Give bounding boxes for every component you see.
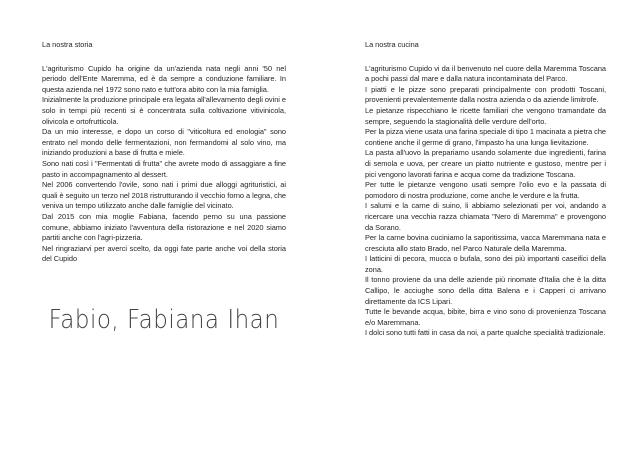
left-paragraph-2: Inizialmente la produzione principale era legata all'allevamento degli ovini e solo in tempi più recenti si è concentrata sulla coltivazione vitivinicola, olivicola e ortofrutticola. xyxy=(42,95,286,126)
right-paragraph-2: I piatti e le pizze sono preparati principalmente con prodotti Toscani, provenienti prevalentemente dalla nostra azienda o da aziende limitrofe. xyxy=(365,84,606,105)
signature-block xyxy=(42,305,286,335)
right-paragraph-10: Il tonno proviene da una delle aziende più rinomate d'Italia che è la ditta Callipo, le acciughe sono della ditta Balena e i Capperi ci arrivano direttamente da ICS Lipari. xyxy=(365,275,606,306)
left-column xyxy=(42,40,286,265)
left-paragraph-3: Da un mio interesse, e dopo un corso di "viticoltura ed enologia" sono entrato nel mondo delle fermentazioni, non fermandomi al solo vino, ma iniziando produzioni a base di frutta e miele. xyxy=(42,127,286,158)
right-paragraph-3: Le pietanze rispecchiano le ricette familiari che vengono tramandate da sempre, seguendo la stagionalità delle verdure dell'orto. xyxy=(365,105,606,126)
right-paragraph-11: Tutte le bevande acqua, bibite, birra e vino sono di provenienza Toscana e/o Maremmana. xyxy=(365,307,606,327)
left-paragraph-4: Sono nati così i "Fermentati di frutta" che avrete modo di assaggiare a fine pasto in accompagnamento al dessert. xyxy=(42,158,286,179)
left-column-heading: La nostra storia xyxy=(42,40,93,49)
left-paragraph-1: L'agriturismo Cupido ha origine da un'azienda nata negli anni '50 nel periodo dell'Ente Maremma, ed è da sempre a conduzione familiare. In questa azienda nel 1972 sono nato e tutt'ora abito con la mia famiglia. xyxy=(42,63,286,94)
left-paragraph-7: Nel ringraziarvi per averci scelto, da oggi fate parte anche voi della storia del Cupido xyxy=(42,243,286,264)
right-paragraph-7: I salumi e la carne di suino, li abbiamo selezionati per voi, andando a ricercare una vecchia razza chiamata "Nero di Maremma" e provengono da Sorano. xyxy=(365,201,606,232)
handwritten-signature: Fabio, Fabiana Ihan xyxy=(48,305,280,335)
right-column-heading: La nostra cucina xyxy=(365,40,419,49)
right-paragraph-4: Per la pizza viene usata una farina speciale di tipo 1 macinata a pietra che contiene anche il germe di grano, l'impasto ha una lunga lievitazione. xyxy=(365,127,606,147)
right-paragraph-9: I latticini di pecora, mucca o bufala, sono dei più importanti caseifici della zona. xyxy=(365,254,606,274)
right-paragraph-5: La pasta all'uovo la prepariamo usando solamente due ingredienti, farina di semola e uova, per creare un piatto nutriente e gustoso, mentre per i pici vengono lavorati farina e acqua come da tradizione Toscana. xyxy=(365,148,606,179)
left-paragraph-6: Dal 2015 con mia moglie Fabiana, facendo perno su una passione comune, abbiamo iniziato l'avventura della ristorazione e nel 2020 siamo partiti anche con l'agri-pizzeria. xyxy=(42,211,286,243)
right-paragraph-1: L'agriturismo Cupido vi da il benvenuto nel cuore della Maremma Toscana a pochi passi dal mare e dalla natura incontaminata del Parco. xyxy=(365,63,606,84)
right-paragraph-12: I dolci sono tutti fatti in casa da noi, a parte qualche specialità tradizionale. xyxy=(365,328,606,338)
right-paragraph-6: Per tutte le pietanze vengono usati sempre l'olio evo e la passata di pomodoro di nostra produzione, come anche le verdure e la frutta. xyxy=(365,180,606,200)
right-paragraph-8: Per la carne bovina cuciniamo la saporitissima, vacca Maremmana nata e cresciuta allo stato Brado, nel Parco Naturale della Maremma. xyxy=(365,233,606,253)
right-column xyxy=(365,40,606,339)
left-paragraph-5: Nel 2006 convertendo l'ovile, sono nati i primi due alloggi agrituristici, ai quali è seguito un terzo nel 2018 ristrutturando il vecchio forno a legna, che veniva un tempo utilizzato anche dalle famiglie del vicinato. xyxy=(42,180,286,211)
